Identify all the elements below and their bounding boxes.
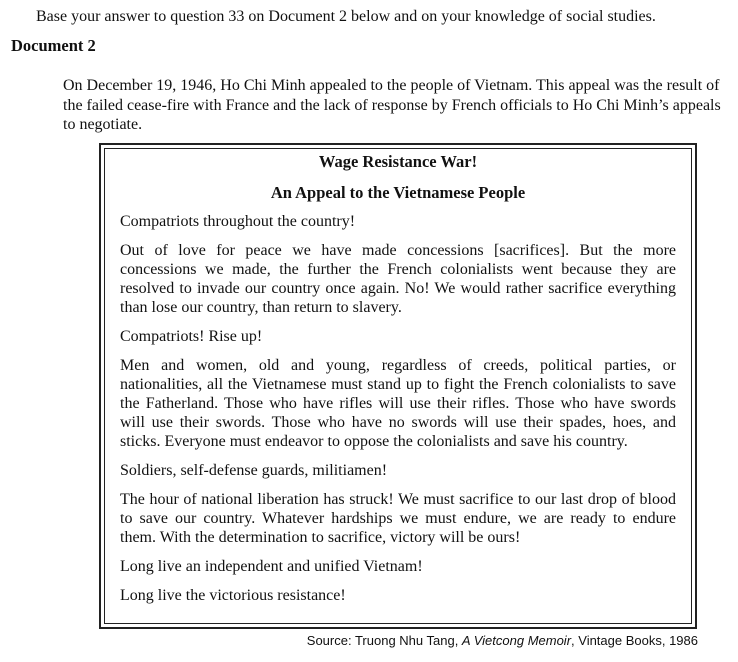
appeal-paragraph: Soldiers, self-defense guards, militiamen! (120, 462, 388, 479)
appeal-paragraph: Compatriots! Rise up! (120, 328, 263, 345)
appeal-paragraph: Out of love for peace we have made concessions [sacrifices]. But the more concessions we made, the further the French colonialists went because they are resolved to invade our country once again. No! We would rather sacrifice everything than lose our country, than return to slavery. (120, 242, 676, 316)
appeal-paragraph: Men and women, old and young, regardless of creeds, political parties, or nationalities, all the Vietnamese must stand up to fight the French colonialists to save the Fatherland. Those who have rifles will use their rifles. Those who have swords will use their swords. Those who have no swords will use their spades, hoes, and sticks. Everyone must endeavor to oppose the colonialists and save his country. (120, 357, 676, 450)
appeal-paragraph: The hour of national liberation has struck! We must sacrifice to our last drop of blood to save our country. Whatever hardships we must endure, we are ready to endure them. With the determination to sacrifice, victory will be ours! (120, 491, 676, 546)
source-suffix: , Vintage Books, 1986 (571, 633, 698, 648)
source-title: A Vietcong Memoir (461, 633, 572, 648)
appeal-text (120, 152, 676, 605)
document-heading: Document 2 (11, 36, 96, 55)
document-intro: On December 19, 1946, Ho Chi Minh appealed to the people of Vietnam. This appeal was the result of the failed cease-fire with France and the lack of response by French officials to Ho Chi Minh’s appeals to negotiate. (63, 77, 721, 133)
appeal-subtitle: An Appeal to the Vietnamese People (270, 183, 526, 202)
appeal-paragraph: Long live an independent and unified Vietnam! (120, 558, 423, 575)
appeal-paragraph: Long live the victorious resistance! (120, 587, 346, 604)
source-citation (307, 632, 698, 650)
appeal-title: Wage Resistance War! (318, 152, 478, 171)
source-prefix: Source: Truong Nhu Tang, (306, 633, 462, 648)
question-instruction: Base your answer to question 33 on Document 2 below and on your knowledge of social studies. (36, 8, 656, 25)
appeal-paragraph: Compatriots throughout the country! (120, 213, 356, 230)
